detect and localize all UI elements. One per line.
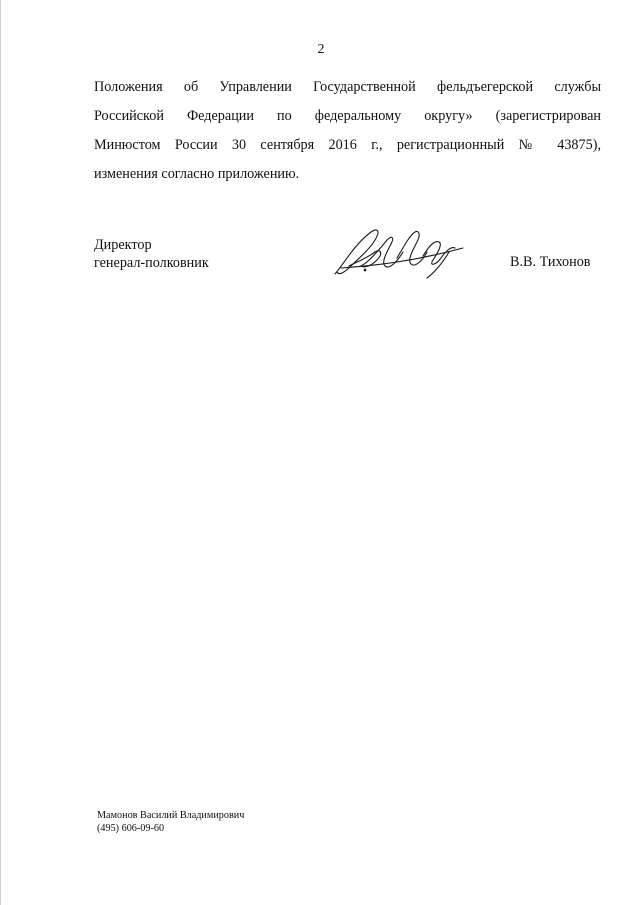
body-line: изменения согласно приложению. [94, 166, 300, 182]
page-number: 2 [317, 42, 325, 57]
signatory-title: Директор [94, 237, 152, 253]
body-line: Минюстом России 30 сентября 2016 г., регистрационный № 43875), [94, 137, 601, 153]
handwritten-signature-icon [331, 222, 471, 282]
body-line: Положения об Управлении Государственной фельдъегерской службы [94, 79, 601, 95]
body-line: Российской Федерации по федеральному округу» (зарегистрирован [94, 108, 601, 124]
executor-phone: (495) 606-09-60 [97, 823, 165, 834]
executor-footer [97, 809, 244, 835]
signatory-position [94, 236, 209, 272]
executor-name: Мамонов Василий Владимирович [97, 810, 245, 821]
signatory-rank: генерал-полковник [94, 255, 209, 271]
signatory-name: В.В. Тихонов [510, 254, 591, 270]
body-paragraph [94, 73, 601, 189]
